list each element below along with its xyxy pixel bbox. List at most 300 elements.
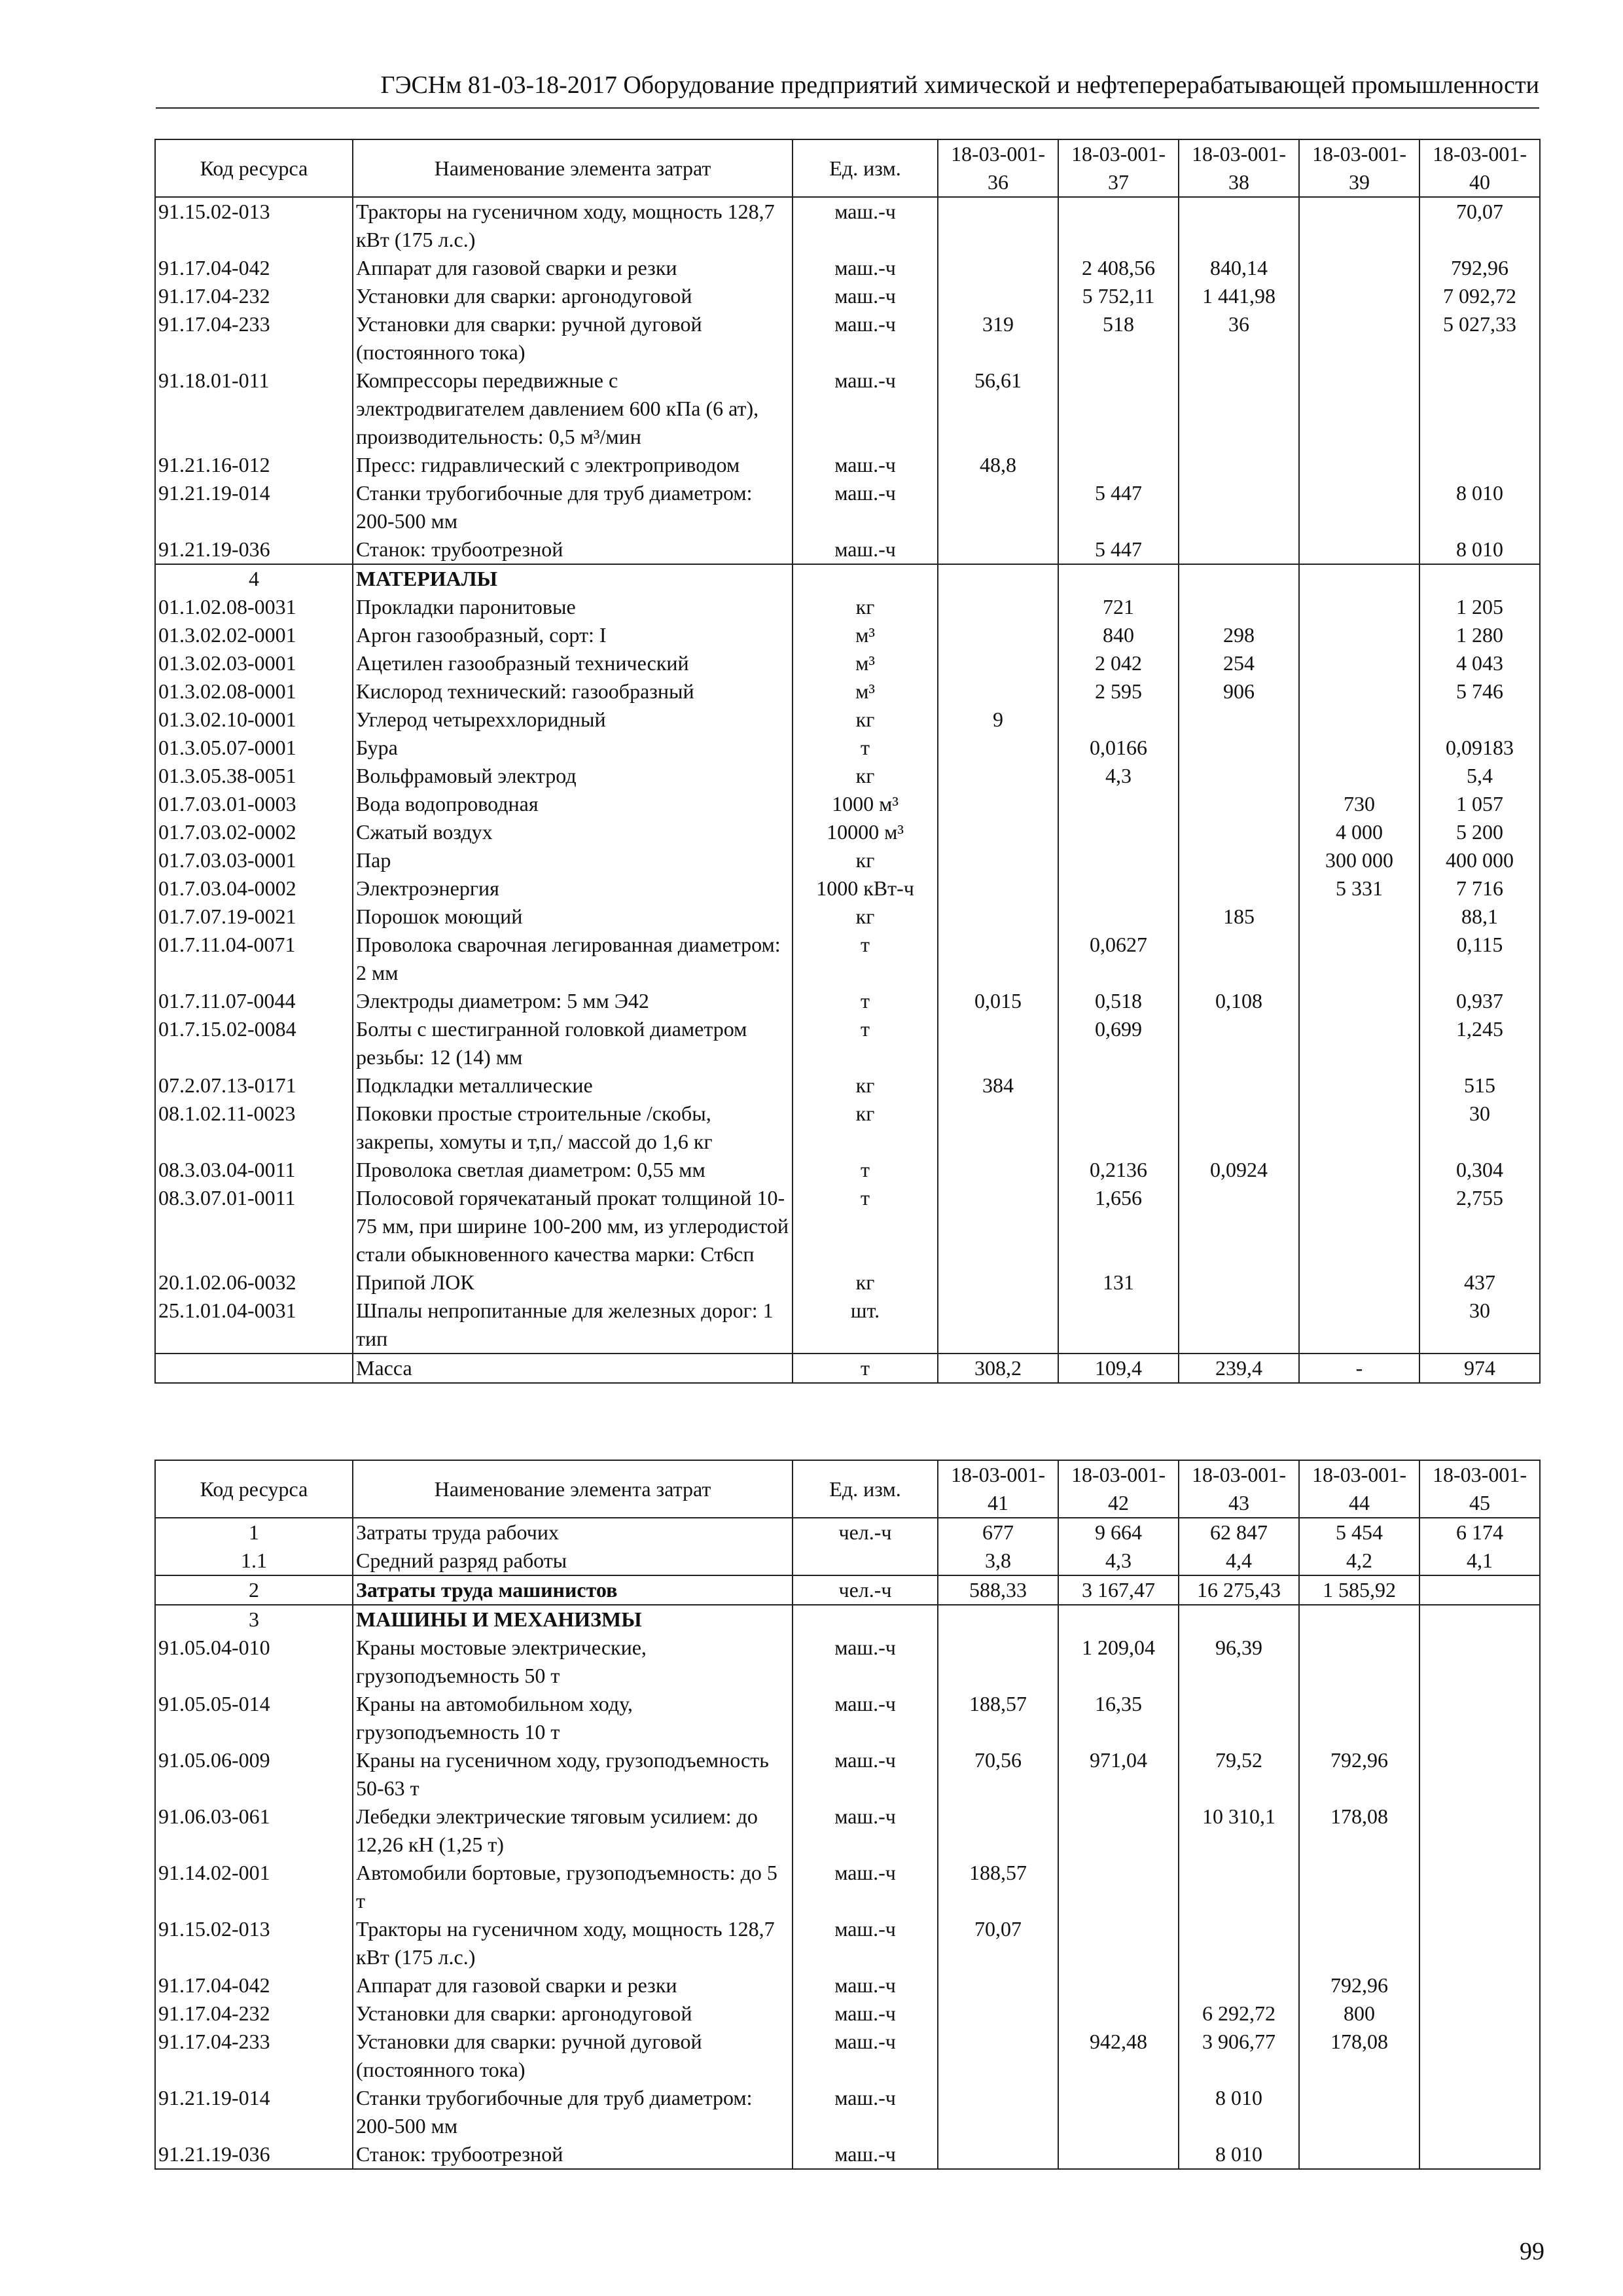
value-cell: 730 xyxy=(1299,790,1419,818)
value-cell: 800 xyxy=(1299,2000,1419,2028)
resource-name-cell: Станок: трубоотрезной xyxy=(353,535,793,564)
resource-name-cell: Тракторы на гусеничном ходу, мощность 128,7 кВт (175 л.с.) xyxy=(353,1915,793,1971)
value-cell: 2,755 xyxy=(1419,1184,1540,1268)
value-cell: 2 042 xyxy=(1058,649,1179,677)
value-cell xyxy=(1179,706,1299,734)
value-cell xyxy=(1419,1575,1540,1605)
resource-code-cell: 91.21.16-012 xyxy=(155,451,353,479)
value-cell: 9 664 xyxy=(1058,1518,1179,1547)
resource-name-cell: Установки для сварки: аргонодуговой xyxy=(353,282,793,310)
table-row xyxy=(155,1971,1540,2000)
value-cell xyxy=(1179,535,1299,564)
table-row xyxy=(155,1915,1540,1971)
resource-code-cell: 91.17.04-232 xyxy=(155,2000,353,2028)
value-cell: 3 906,77 xyxy=(1179,2028,1299,2084)
value-cell xyxy=(1419,2000,1540,2028)
resource-code-cell: 91.17.04-042 xyxy=(155,254,353,282)
resource-name-cell: Углерод четыреххлоридный xyxy=(353,706,793,734)
unit-cell: маш.-ч xyxy=(793,535,938,564)
table-row xyxy=(155,621,1540,649)
resource-name-cell: Станки трубогибочные для труб диаметром: 200-500 мм xyxy=(353,2084,793,2140)
section-row xyxy=(155,564,1540,593)
value-cell: 0,2136 xyxy=(1058,1156,1179,1184)
table-row xyxy=(155,931,1540,987)
value-cell: 2 408,56 xyxy=(1058,254,1179,282)
table-row xyxy=(155,1859,1540,1915)
value-cell xyxy=(1179,593,1299,621)
value-cell: 254 xyxy=(1179,649,1299,677)
value-cell xyxy=(1419,1605,1540,1634)
unit-cell: маш.-ч xyxy=(793,282,938,310)
unit-cell: маш.-ч xyxy=(793,1915,938,1971)
resource-name-cell: Аппарат для газовой сварки и резки xyxy=(353,1971,793,2000)
value-cell xyxy=(1299,479,1419,535)
resource-code-cell: 01.7.15.02-0084 xyxy=(155,1015,353,1071)
value-cell xyxy=(1179,1015,1299,1071)
table-row xyxy=(155,846,1540,874)
value-cell: 3 167,47 xyxy=(1058,1575,1179,1605)
resource-code-cell: 91.17.04-233 xyxy=(155,2028,353,2084)
value-cell: 840,14 xyxy=(1179,254,1299,282)
value-cell xyxy=(938,1803,1058,1859)
value-cell: 79,52 xyxy=(1179,1746,1299,1803)
resource-code-cell: 91.17.04-233 xyxy=(155,310,353,367)
value-cell: 1 585,92 xyxy=(1299,1575,1419,1605)
value-cell: 4,4 xyxy=(1179,1547,1299,1575)
unit-cell: т xyxy=(793,987,938,1015)
value-cell: 1 441,98 xyxy=(1179,282,1299,310)
value-cell: 178,08 xyxy=(1299,2028,1419,2084)
table-row xyxy=(155,903,1540,931)
table-row xyxy=(155,677,1540,706)
value-cell: 5 752,11 xyxy=(1058,282,1179,310)
unit-cell: маш.-ч xyxy=(793,254,938,282)
resource-name-cell: Аппарат для газовой сварки и резки xyxy=(353,254,793,282)
col-header-code: Код ресурса xyxy=(155,139,353,197)
value-cell: 0,304 xyxy=(1419,1156,1540,1184)
value-cell: 1 209,04 xyxy=(1058,1634,1179,1690)
value-cell xyxy=(1419,2140,1540,2169)
value-cell: 300 000 xyxy=(1299,846,1419,874)
value-cell xyxy=(1419,1690,1540,1746)
resource-name-cell: Припой ЛОК xyxy=(353,1268,793,1297)
unit-cell: шт. xyxy=(793,1297,938,1354)
unit-cell: маш.-ч xyxy=(793,1634,938,1690)
value-cell: 4,3 xyxy=(1058,762,1179,790)
resource-name-cell: Компрессоры передвижные с электродвигателем давлением 600 кПа (6 ат), производительность: 0,5 м³/мин xyxy=(353,367,793,451)
resource-code-cell: 91.21.19-036 xyxy=(155,535,353,564)
resource-code-cell: 91.18.01-011 xyxy=(155,367,353,451)
value-cell xyxy=(1179,1859,1299,1915)
value-cell: 8 010 xyxy=(1419,479,1540,535)
resource-name-cell: Шпалы непропитанные для железных дорог: 1 тип xyxy=(353,1297,793,1354)
col-header-value: 18-03-001-45 xyxy=(1419,1460,1540,1518)
unit-cell: маш.-ч xyxy=(793,1803,938,1859)
value-cell xyxy=(1299,987,1419,1015)
value-cell xyxy=(1058,1915,1179,1971)
unit-cell: маш.-ч xyxy=(793,1690,938,1746)
value-cell xyxy=(1299,1915,1419,1971)
resource-name-cell: Электроды диаметром: 5 мм Э42 xyxy=(353,987,793,1015)
unit-cell: м³ xyxy=(793,677,938,706)
resource-code-cell: 2 xyxy=(155,1575,353,1605)
unit-cell: т xyxy=(793,1184,938,1268)
value-cell xyxy=(1058,1971,1179,2000)
resource-code-cell: 91.21.19-014 xyxy=(155,479,353,535)
resource-code-cell: 91.06.03-061 xyxy=(155,1803,353,1859)
table-row xyxy=(155,593,1540,621)
value-cell xyxy=(1179,1690,1299,1746)
unit-cell: кг xyxy=(793,1268,938,1297)
resource-name-cell: Масса xyxy=(353,1354,793,1383)
col-header-unit: Ед. изм. xyxy=(793,1460,938,1518)
unit-cell: т xyxy=(793,1354,938,1383)
value-cell: 5,4 xyxy=(1419,762,1540,790)
value-cell xyxy=(1299,2084,1419,2140)
value-cell: 515 xyxy=(1419,1071,1540,1100)
col-header-value: 18-03-001-38 xyxy=(1179,139,1299,197)
value-cell xyxy=(938,931,1058,987)
table-row xyxy=(155,1803,1540,1859)
resource-name-cell: Подкладки металлические xyxy=(353,1071,793,1100)
resource-name-cell: Станки трубогибочные для труб диаметром: 200-500 мм xyxy=(353,479,793,535)
table-row xyxy=(155,2000,1540,2028)
value-cell xyxy=(1299,535,1419,564)
value-cell xyxy=(1419,1634,1540,1690)
value-cell xyxy=(938,2084,1058,2140)
value-cell xyxy=(1299,1690,1419,1746)
resource-code-cell: 25.1.01.04-0031 xyxy=(155,1297,353,1354)
value-cell: 5 027,33 xyxy=(1419,310,1540,367)
value-cell xyxy=(938,1634,1058,1690)
value-cell: 518 xyxy=(1058,310,1179,367)
value-cell xyxy=(938,1015,1058,1071)
value-cell xyxy=(1179,846,1299,874)
value-cell xyxy=(938,1184,1058,1268)
value-cell: 188,57 xyxy=(938,1690,1058,1746)
value-cell xyxy=(1299,1184,1419,1268)
resource-name-cell: Ацетилен газообразный технический xyxy=(353,649,793,677)
value-cell: 16,35 xyxy=(1058,1690,1179,1746)
value-cell: 792,96 xyxy=(1299,1971,1419,2000)
value-cell: 0,518 xyxy=(1058,987,1179,1015)
header-rule xyxy=(156,107,1539,109)
col-header-value: 18-03-001-37 xyxy=(1058,139,1179,197)
resource-code-cell: 91.17.04-042 xyxy=(155,1971,353,2000)
table-row xyxy=(155,254,1540,282)
unit-cell: чел.-ч xyxy=(793,1518,938,1547)
value-cell xyxy=(938,790,1058,818)
value-cell xyxy=(938,649,1058,677)
resource-name-cell: Аргон газообразный, сорт: I xyxy=(353,621,793,649)
table-row xyxy=(155,706,1540,734)
value-cell: 4,1 xyxy=(1419,1547,1540,1575)
resource-code-cell: 01.7.11.04-0071 xyxy=(155,931,353,987)
value-cell: 1 057 xyxy=(1419,790,1540,818)
value-cell xyxy=(1419,2028,1540,2084)
unit-cell: кг xyxy=(793,593,938,621)
value-cell: 1,656 xyxy=(1058,1184,1179,1268)
resource-name-cell: Автомобили бортовые, грузоподъемность: до 5 т xyxy=(353,1859,793,1915)
value-cell xyxy=(1299,1605,1419,1634)
resource-code-cell: 3 xyxy=(155,1605,353,1634)
resource-code-cell: 91.21.19-036 xyxy=(155,2140,353,2169)
value-cell xyxy=(1179,479,1299,535)
value-cell: 942,48 xyxy=(1058,2028,1179,2084)
value-cell xyxy=(1179,1184,1299,1268)
section-title-cell: МАШИНЫ И МЕХАНИЗМЫ xyxy=(353,1605,793,1634)
value-cell xyxy=(1058,2140,1179,2169)
resource-code-cell: 1.1 xyxy=(155,1547,353,1575)
table-row xyxy=(155,451,1540,479)
col-header-value: 18-03-001-44 xyxy=(1299,1460,1419,1518)
value-cell: 8 010 xyxy=(1179,2084,1299,2140)
value-cell: 792,96 xyxy=(1419,254,1540,282)
value-cell xyxy=(1058,1100,1179,1156)
resource-name-cell: Станок: трубоотрезной xyxy=(353,2140,793,2169)
value-cell xyxy=(938,282,1058,310)
value-cell xyxy=(1299,762,1419,790)
col-header-value: 18-03-001-40 xyxy=(1419,139,1540,197)
resource-name-cell: Пресс: гидравлический с электроприводом xyxy=(353,451,793,479)
resource-code-cell: 07.2.07.13-0171 xyxy=(155,1071,353,1100)
resource-code-cell: 91.15.02-013 xyxy=(155,1915,353,1971)
table-row xyxy=(155,2140,1540,2169)
unit-cell: 10000 м³ xyxy=(793,818,938,846)
value-cell xyxy=(1179,1297,1299,1354)
value-cell xyxy=(1179,197,1299,254)
unit-cell: кг xyxy=(793,903,938,931)
value-cell xyxy=(1179,451,1299,479)
resource-name-cell: Проволока светлая диаметром: 0,55 мм xyxy=(353,1156,793,1184)
table-row xyxy=(155,1156,1540,1184)
unit-cell: маш.-ч xyxy=(793,1859,938,1915)
value-cell xyxy=(1299,1015,1419,1071)
value-cell: 70,07 xyxy=(1419,197,1540,254)
resource-code-cell: 01.7.03.01-0003 xyxy=(155,790,353,818)
unit-cell: кг xyxy=(793,1100,938,1156)
value-cell xyxy=(938,1297,1058,1354)
value-cell xyxy=(1058,1071,1179,1100)
value-cell xyxy=(1299,734,1419,762)
table-row xyxy=(155,2084,1540,2140)
table-row xyxy=(155,367,1540,451)
document-header: ГЭСНм 81-03-18-2017 Оборудование предприятий химической и нефтеперерабатывающей промышленности xyxy=(380,71,1539,99)
table-row xyxy=(155,734,1540,762)
value-cell xyxy=(1058,790,1179,818)
value-cell: 0,108 xyxy=(1179,987,1299,1015)
table-row xyxy=(155,1690,1540,1746)
value-cell xyxy=(1179,931,1299,987)
value-cell xyxy=(938,535,1058,564)
value-cell xyxy=(1299,254,1419,282)
value-cell xyxy=(1058,451,1179,479)
value-cell: 971,04 xyxy=(1058,1746,1179,1803)
value-cell: 0,0924 xyxy=(1179,1156,1299,1184)
table-row xyxy=(155,649,1540,677)
table-row xyxy=(155,310,1540,367)
value-cell xyxy=(1179,1605,1299,1634)
value-cell: 62 847 xyxy=(1179,1518,1299,1547)
table-row xyxy=(155,790,1540,818)
table-row xyxy=(155,1184,1540,1268)
value-cell: 7 092,72 xyxy=(1419,282,1540,310)
resource-name-cell: Порошок моющий xyxy=(353,903,793,931)
value-cell xyxy=(938,677,1058,706)
value-cell: 188,57 xyxy=(938,1859,1058,1915)
col-header-unit: Ед. изм. xyxy=(793,139,938,197)
value-cell: 16 275,43 xyxy=(1179,1575,1299,1605)
resource-name-cell: Поковки простые строительные /скобы, закрепы, хомуты и т,п,/ массой до 1,6 кг xyxy=(353,1100,793,1156)
unit-cell: 1000 м³ xyxy=(793,790,938,818)
value-cell: 1,245 xyxy=(1419,1015,1540,1071)
value-cell xyxy=(1419,564,1540,593)
unit-cell: т xyxy=(793,1015,938,1071)
value-cell xyxy=(1299,621,1419,649)
value-cell xyxy=(1419,2084,1540,2140)
table-row xyxy=(155,1518,1540,1547)
value-cell xyxy=(1419,1746,1540,1803)
table-row xyxy=(155,282,1540,310)
col-header-name: Наименование элемента затрат xyxy=(353,1460,793,1518)
resource-code-cell: 01.7.03.04-0002 xyxy=(155,874,353,903)
value-cell: - xyxy=(1299,1354,1419,1383)
value-cell: 721 xyxy=(1058,593,1179,621)
value-cell xyxy=(1179,367,1299,451)
resource-name-cell: Установки для сварки: ручной дуговой (постоянного тока) xyxy=(353,2028,793,2084)
table-row xyxy=(155,987,1540,1015)
value-cell xyxy=(1179,818,1299,846)
value-cell xyxy=(1179,1971,1299,2000)
unit-cell: маш.-ч xyxy=(793,2000,938,2028)
value-cell xyxy=(1299,593,1419,621)
value-cell xyxy=(1299,2140,1419,2169)
resource-code-cell: 01.3.05.38-0051 xyxy=(155,762,353,790)
unit-cell: м³ xyxy=(793,621,938,649)
value-cell: 96,39 xyxy=(1179,1634,1299,1690)
unit-cell: м³ xyxy=(793,649,938,677)
value-cell: 88,1 xyxy=(1419,903,1540,931)
resource-name-cell: Вода водопроводная xyxy=(353,790,793,818)
value-cell xyxy=(1058,367,1179,451)
resource-name-cell: Пар xyxy=(353,846,793,874)
table-row xyxy=(155,762,1540,790)
table-row xyxy=(155,1100,1540,1156)
value-cell xyxy=(938,2000,1058,2028)
value-cell xyxy=(1299,1071,1419,1100)
value-cell xyxy=(1179,564,1299,593)
value-cell xyxy=(1179,1268,1299,1297)
unit-cell: маш.-ч xyxy=(793,310,938,367)
value-cell: 0,0166 xyxy=(1058,734,1179,762)
resource-name-cell: Электроэнергия xyxy=(353,874,793,903)
table-row xyxy=(155,874,1540,903)
resource-table-2 xyxy=(154,1460,1541,2170)
value-cell xyxy=(1179,1100,1299,1156)
table-row xyxy=(155,1634,1540,1690)
resource-code-cell: 01.3.02.03-0001 xyxy=(155,649,353,677)
value-cell xyxy=(1179,790,1299,818)
value-cell xyxy=(938,1100,1058,1156)
value-cell xyxy=(1299,1100,1419,1156)
resource-code-cell: 1 xyxy=(155,1518,353,1547)
unit-cell: маш.-ч xyxy=(793,1746,938,1803)
col-header-value: 18-03-001-39 xyxy=(1299,139,1419,197)
value-cell: 588,33 xyxy=(938,1575,1058,1605)
unit-cell: маш.-ч xyxy=(793,2084,938,2140)
value-cell xyxy=(938,197,1058,254)
unit-cell xyxy=(793,564,938,593)
resource-code-cell: 08.3.07.01-0011 xyxy=(155,1184,353,1268)
value-cell: 0,015 xyxy=(938,987,1058,1015)
value-cell: 974 xyxy=(1419,1354,1540,1383)
value-cell: 792,96 xyxy=(1299,1746,1419,1803)
value-cell xyxy=(1419,367,1540,451)
resource-name-cell: Проволока сварочная легированная диаметром: 2 мм xyxy=(353,931,793,987)
table-header-row xyxy=(155,139,1540,197)
value-cell xyxy=(1058,1803,1179,1859)
value-cell: 5 447 xyxy=(1058,535,1179,564)
resource-name-cell: Затраты труда рабочих xyxy=(353,1518,793,1547)
value-cell: 48,8 xyxy=(938,451,1058,479)
value-cell: 131 xyxy=(1058,1268,1179,1297)
section-row xyxy=(155,1605,1540,1634)
resource-name-cell: Лебедки электрические тяговым усилием: до 12,26 кН (1,25 т) xyxy=(353,1803,793,1859)
table-row xyxy=(155,479,1540,535)
value-cell: 0,09183 xyxy=(1419,734,1540,762)
value-cell: 4,3 xyxy=(1058,1547,1179,1575)
value-cell xyxy=(1419,1859,1540,1915)
value-cell xyxy=(1299,282,1419,310)
value-cell xyxy=(938,1605,1058,1634)
value-cell: 319 xyxy=(938,310,1058,367)
value-cell xyxy=(1419,1971,1540,2000)
value-cell: 0,0627 xyxy=(1058,931,1179,987)
page-number: 99 xyxy=(1520,2238,1544,2265)
value-cell xyxy=(1179,874,1299,903)
value-cell xyxy=(1058,197,1179,254)
value-cell: 0,115 xyxy=(1419,931,1540,987)
resource-code-cell: 91.05.06-009 xyxy=(155,1746,353,1803)
value-cell xyxy=(1299,1268,1419,1297)
resource-name-cell: Сжатый воздух xyxy=(353,818,793,846)
value-cell xyxy=(1419,1915,1540,1971)
value-cell xyxy=(938,254,1058,282)
resource-code-cell: 01.7.03.03-0001 xyxy=(155,846,353,874)
table-row xyxy=(155,1746,1540,1803)
value-cell xyxy=(938,621,1058,649)
value-cell xyxy=(938,593,1058,621)
value-cell xyxy=(1299,1156,1419,1184)
unit-cell: маш.-ч xyxy=(793,2140,938,2169)
value-cell xyxy=(938,734,1058,762)
value-cell xyxy=(938,903,1058,931)
value-cell xyxy=(1179,1915,1299,1971)
value-cell: 10 310,1 xyxy=(1179,1803,1299,1859)
unit-cell: кг xyxy=(793,846,938,874)
value-cell: 239,4 xyxy=(1179,1354,1299,1383)
resource-code-cell: 01.1.02.08-0031 xyxy=(155,593,353,621)
total-row xyxy=(155,1354,1540,1383)
resource-name-cell: Краны на гусеничном ходу, грузоподъемность 50-63 т xyxy=(353,1746,793,1803)
resource-name-cell: Прокладки паронитовые xyxy=(353,593,793,621)
value-cell xyxy=(1419,706,1540,734)
resource-code-cell: 91.05.05-014 xyxy=(155,1690,353,1746)
col-header-name: Наименование элемента затрат xyxy=(353,139,793,197)
resource-code-cell: 01.3.02.08-0001 xyxy=(155,677,353,706)
value-cell xyxy=(1179,762,1299,790)
resource-code-cell: 08.3.03.04-0011 xyxy=(155,1156,353,1184)
